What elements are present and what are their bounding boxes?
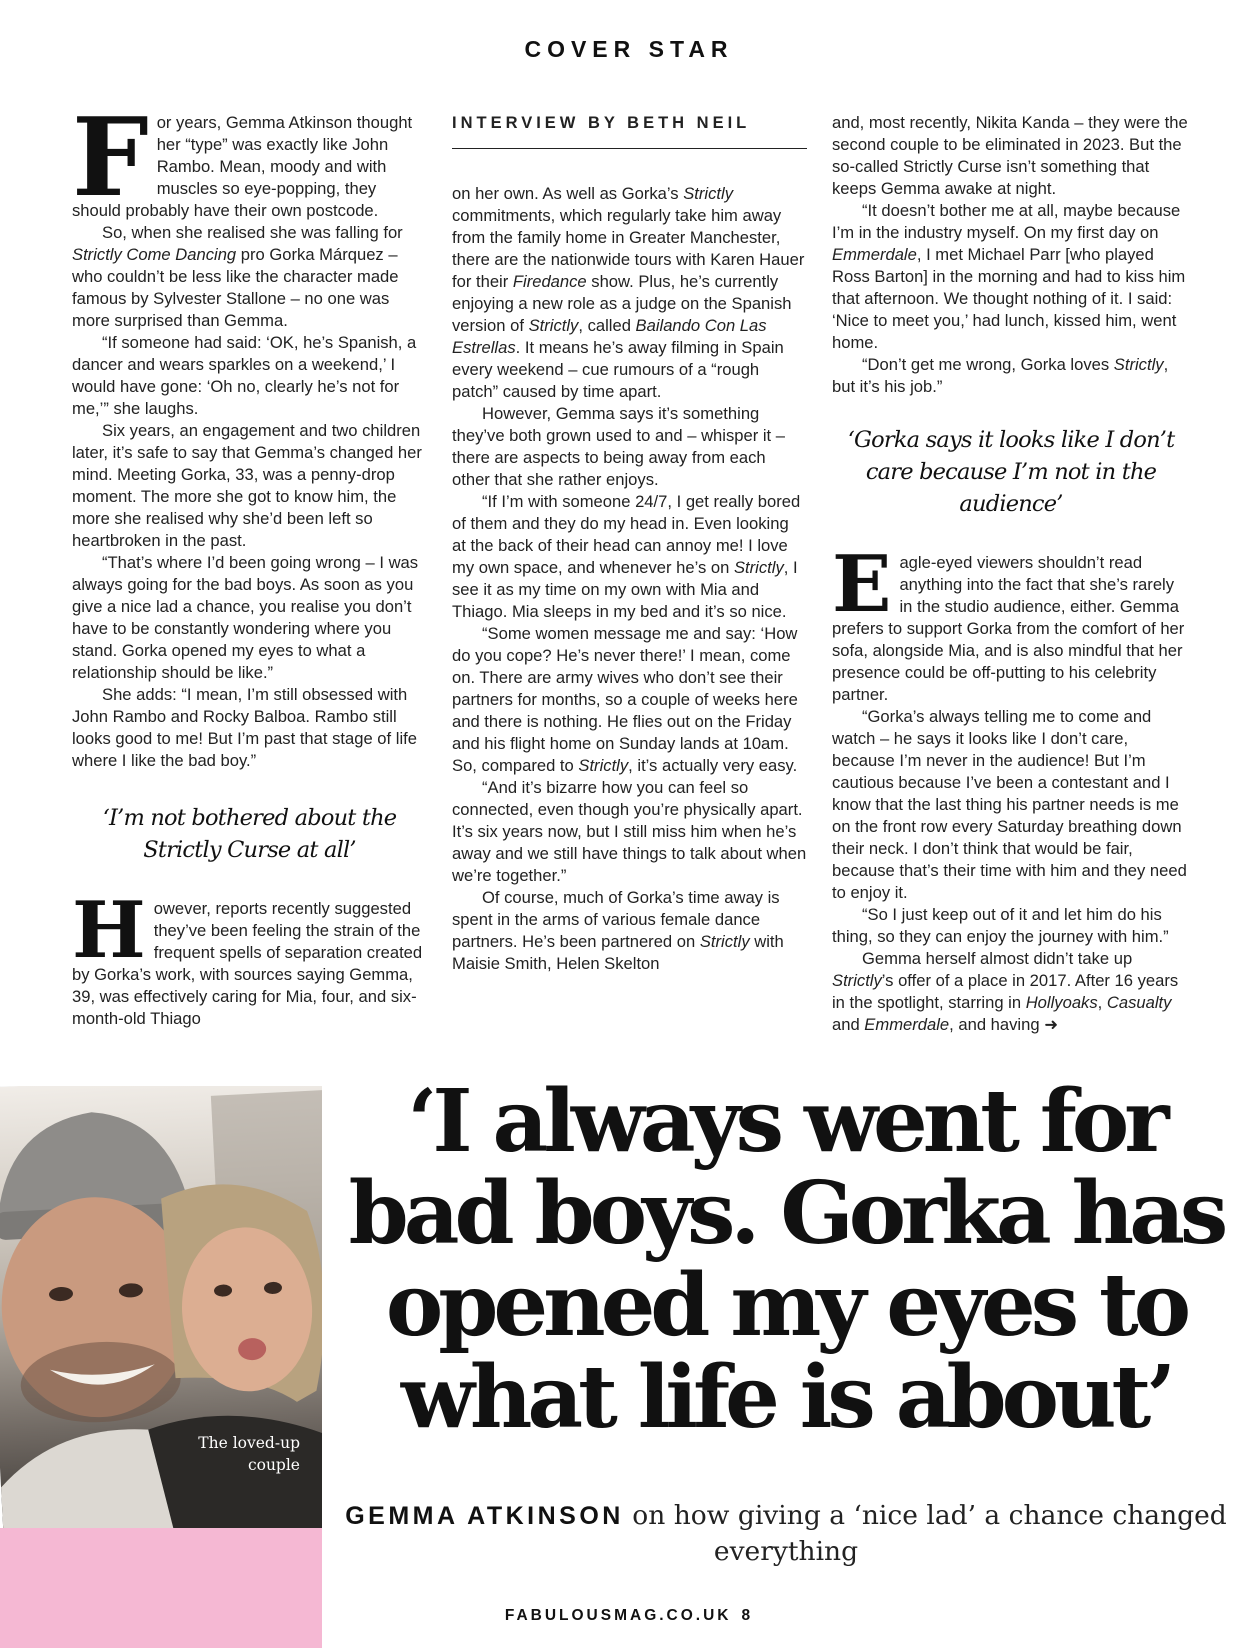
standfirst-name: GEMMA ATKINSON bbox=[345, 1502, 624, 1530]
paragraph: However, Gemma says it’s something they’ve both grown used to and – whisper it – there are aspects to being away from each other that she rather enjoys. bbox=[452, 404, 786, 489]
standfirst-text: on how giving a ‘nice lad’ a chance changed everything bbox=[632, 1500, 1227, 1567]
paragraph: However, reports recently suggested they’ve been feeling the strain of the frequent spells of separation created by Gorka’s work, with sources saying Gemma, 39, was effectively caring for Mia, four, and six-month-old Thiago bbox=[72, 885, 423, 1028]
paragraph: She adds: “I mean, I’m still obsessed with John Rambo and Rocky Balboa. Rambo still looks good to me! But I’m past that stage of life where I like the bad boy.” bbox=[72, 685, 417, 770]
paragraph: “And it’s bizarre how you can feel so connected, even though you’re physically apart. It’s six years now, but I still miss him when he’s away and we still have things to talk about when we’re together.” bbox=[452, 778, 807, 885]
paragraph: “So I just keep out of it and let him do his thing, so they can enjoy the journey with him.” bbox=[832, 905, 1169, 946]
article-column-1 bbox=[72, 95, 427, 1030]
footer-site: FABULOUSMAG.CO.UK bbox=[504, 1607, 732, 1624]
paragraph: So, when she realised she was falling for Strictly Come Dancing pro Gorka Márquez – who couldn’t be less like the character made famous by Sylvester Stallone – no one was more surprised than Gemma. bbox=[72, 223, 403, 330]
paragraph: “Don’t get me wrong, Gorka loves Strictly, but it’s his job.” bbox=[832, 355, 1169, 396]
paragraph: For years, Gemma Atkinson thought her “type” was exactly like John Rambo. Mean, moody and with muscles so eye-popping, they should probably have their own postcode. bbox=[72, 95, 413, 221]
byline: INTERVIEW BY BETH NEIL bbox=[452, 112, 807, 149]
drop-cap: E bbox=[832, 539, 892, 630]
page-number: 8 bbox=[741, 1607, 754, 1624]
paragraph: on her own. As well as Gorka’s Strictly commitments, which regularly take him away from the family home in Greater Manchester, there are the nationwide tours with Karen Hauer for their Firedance show. Plus, he’s currently enjoying a new role as a judge on the Spanish version of Strictly, called Bailando Con Las Estrellas. It means he’s away filming in Spain every weekend – cue rumours of a “rough patch” caused by time apart. bbox=[452, 184, 805, 401]
paragraph: “Some women message me and say: ‘How do you cope? He’s never there!’ I mean, come on. There are army wives who don’t see their partners for months, so a couple of weeks here and there is nothing. He flies out on the Friday and his flight home on Sunday lands at 10am. So, compared to Strictly, it’s actually very easy. bbox=[452, 624, 798, 775]
paragraph: “If someone had said: ‘OK, he’s Spanish, a dancer and wears sparkles on a weekend,’ I would have gone: ‘Oh no, clearly he’s not for me,’” she laughs. bbox=[72, 333, 417, 418]
paragraph: Eagle-eyed viewers shouldn’t read anything into the fact that she’s rarely in the studio audience, either. Gemma prefers to support Gorka from the comfort of her sofa, alongside Mia, and is also mindful that her presence could be off-putting to his celebrity partner. bbox=[832, 539, 1185, 704]
pull-quote: ‘Gorka says it looks like I don’t care because I’m not in the audience’ bbox=[847, 427, 1175, 517]
article-column-2 bbox=[452, 112, 807, 975]
paragraph: “That’s where I’d been going wrong – I was always going for the bad boys. As soon as you give a nice lad a chance, you realise you don’t have to be constantly wondering where you stand. Gorka opened my eyes to what a relationship should be like.” bbox=[72, 553, 419, 682]
page-footer bbox=[0, 1607, 1258, 1625]
pink-accent-strip bbox=[0, 1528, 322, 1648]
paragraph: “It doesn’t bother me at all, maybe because I’m in the industry myself. On my first day on Emmerdale, I met Michael Parr [who played Ross Barton] in the morning and had to kiss him that afternoon. We thought nothing of it. I said: ‘Nice to meet you,’ had lunch, kissed him, went home. bbox=[832, 201, 1186, 352]
paragraph: Six years, an engagement and two children later, it’s safe to say that Gemma’s changed her mind. Meeting Gorka, 33, was a penny-drop moment. The more she got to know him, the more she realised why she’d been left so heartbroken in the past. bbox=[72, 421, 422, 550]
standfirst bbox=[336, 1498, 1236, 1570]
paragraph: and, most recently, Nikita Kanda – they were the second couple to be eliminated in 2023. But the so-called Strictly Curse isn’t something that keeps Gemma awake at night. bbox=[832, 113, 1188, 198]
section-label: COVER STAR bbox=[524, 36, 734, 62]
paragraph: “Gorka’s always telling me to come and watch – he says it looks like I don’t care, because I’m never in the audience! But I’m cautious because I’ve been a contestant and I know that the last thing his partner needs is me on the front row every Saturday breathing down their neck. I don’t think that would be fair, because that’s their time with him and they need to enjoy it. bbox=[832, 707, 1187, 902]
headline: ‘I always went for bad boys. Gorka has opened my eyes to what life is about’ bbox=[348, 1071, 1224, 1448]
paragraph: Of course, much of Gorka’s time away is spent in the arms of various female dance partners. He’s been partnered on Strictly with Maisie Smith, Helen Skelton bbox=[452, 888, 784, 973]
paragraph: “If I’m with someone 24/7, I get really bored of them and they do my head in. Even looking at the back of their head can annoy me! I love my own space, and whenever he’s on Strictly, I see it as my time on my own with Mia and Thiago. Mia sleeps in my bed and it’s so nice. bbox=[452, 492, 801, 621]
drop-cap: H bbox=[72, 885, 146, 976]
article-column-3 bbox=[832, 112, 1190, 1036]
pull-quote: ‘I’m not bothered about the Strictly Curse at all’ bbox=[102, 805, 397, 863]
continue-arrow-icon: ➜ bbox=[1044, 1015, 1059, 1034]
drop-cap: F bbox=[72, 95, 149, 221]
photo-caption: The loved-up couple bbox=[198, 1434, 300, 1474]
paragraph: Gemma herself almost didn’t take up Strictly’s offer of a place in 2017. After 16 years in the spotlight, starring in Hollyoaks, Casualty and Emmerdale, and having ➜ bbox=[832, 949, 1179, 1034]
